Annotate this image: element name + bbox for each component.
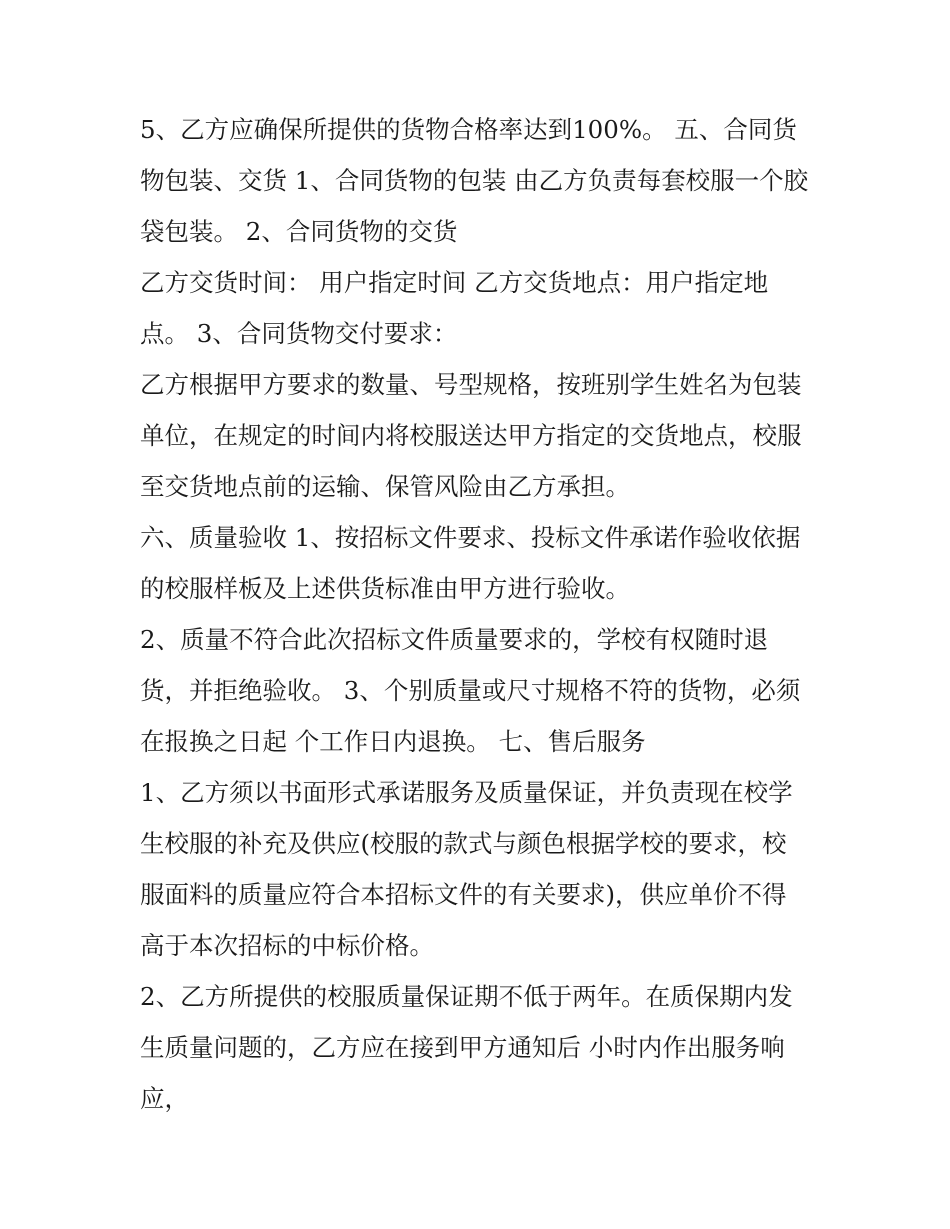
text-line: 5、乙方应确保所提供的货物合格率达到100%。 五、合同货 [140, 115, 797, 144]
text-line: 服面料的质量应符合本招标文件的有关要求)，供应单价不得 [140, 880, 787, 909]
text-line: 高于本次招标的中标价格。 [140, 931, 434, 960]
text-line: 2、乙方所提供的校服质量保证期不低于两年。在质保期内发 [140, 982, 793, 1011]
text-line: 的校服样板及上述供货标准由甲方进行验收。 [140, 574, 630, 603]
text-line: 生校服的补充及供应(校服的款式与颜色根据学校的要求，校 [140, 829, 787, 858]
text-line: 点。 3、合同货物交付要求： [140, 319, 458, 348]
text-line: 物包装、交货 1、合同货物的包装 由乙方负责每套校服一个胶 [140, 166, 809, 195]
text-line: 至交货地点前的运输、保管风险由乙方承担。 [140, 472, 630, 501]
text-line: 货，并拒绝验收。 3、个别质量或尺寸规格不符的货物，必须 [140, 676, 801, 705]
text-line: 乙方根据甲方要求的数量、号型规格，按班别学生姓名为包装 [140, 370, 802, 399]
text-line: 生质量问题的，乙方应在接到甲方通知后 小时内作出服务响 [140, 1033, 785, 1062]
contract-text [140, 104, 820, 1124]
text-line: 单位，在规定的时间内将校服送达甲方指定的交货地点，校服 [140, 421, 802, 450]
text-line: 2、质量不符合此次招标文件质量要求的，学校有权随时退 [140, 625, 769, 654]
text-line: 1、乙方须以书面形式承诺服务及质量保证，并负责现在校学 [140, 778, 793, 807]
text-line: 袋包装。 2、合同货物的交货 [140, 217, 458, 246]
text-line: 应， [140, 1084, 189, 1113]
text-line: 乙方交货时间： 用户指定时间 乙方交货地点：用户指定地 [140, 268, 769, 297]
text-line: 六、质量验收 1、按招标文件要求、投标文件承诺作验收依据 [140, 523, 801, 552]
text-line: 在报换之日起 个工作日内退换。 七、售后服务 [140, 727, 646, 756]
